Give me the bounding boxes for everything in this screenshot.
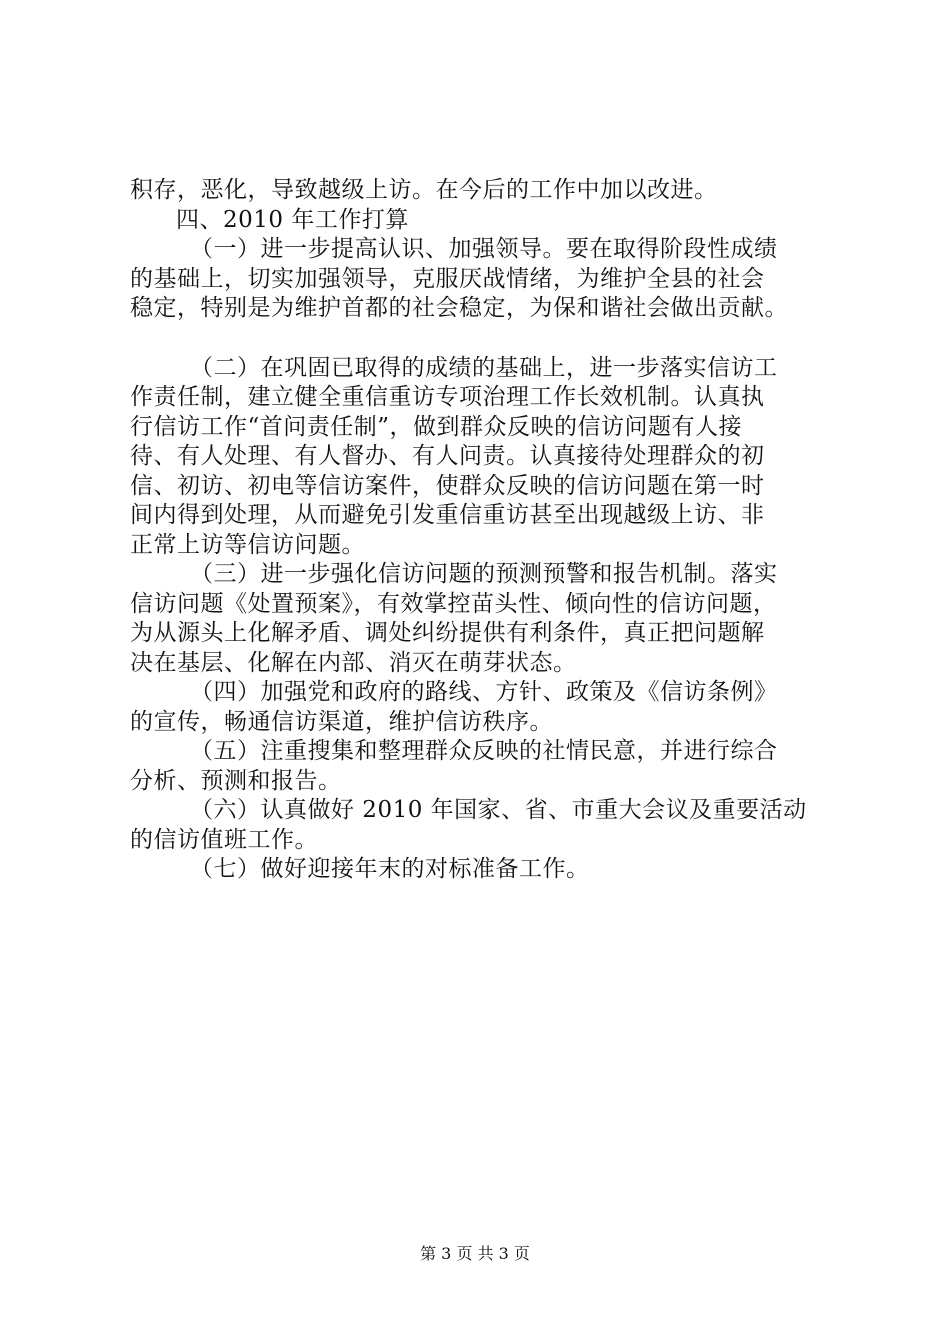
document-body [130,176,830,885]
section-heading: 四、2010 年工作打算 [176,206,409,233]
text-line: 作责任制，建立健全重信重访专项治理工作长效机制。认真执 [130,384,765,410]
text-line: 间内得到处理，从而避免引发重信重访甚至出现越级上访、非 [130,502,765,528]
text-line: （一）进一步提高认识、加强领导。要在取得阶段性成绩 [190,236,778,262]
text-line: （七）做好迎接年末的对标准备工作。 [190,856,590,882]
text-line: 的基础上，切实加强领导，克服厌战情绪，为维护全县的社会 [130,265,765,292]
text-line: 信访问题《处置预案》，有效掌控苗头性、倾向性的信访问题， [130,590,777,617]
text-line: 的信访值班工作。 [130,826,318,853]
text-line: （四）加强党和政府的路线、方针、政策及《信访条例》 [190,679,778,705]
text-line: （五）注重搜集和整理群众反映的社情民意，并进行综合 [190,738,778,764]
text-line: 为从源头上化解矛盾、调处纠纷提供有利条件，真正把问题解 [130,620,765,646]
paragraph-gap [130,324,830,354]
text-line: （三）进一步强化信访问题的预测预警和报告机制。落实 [190,561,778,587]
text-line: （二）在巩固已取得的成绩的基础上，进一步落实信访工 [190,354,778,381]
text-line: 决在基层、化解在内部、消灭在萌芽状态。 [130,649,577,676]
text-line: 分析、预测和报告。 [130,767,342,794]
page-footer: 第 3 页 共 3 页 [420,1244,530,1263]
text-line: 稳定，特别是为维护首都的社会稳定，为保和谐社会做出贡献。 [130,295,788,321]
text-line: 积存，恶化，导致越级上访。在今后的工作中加以改进。 [130,177,718,203]
text-line: （六）认真做好 2010 年国家、省、市重大会议及重要活动 [190,797,807,823]
text-line: 待、有人处理、有人督办、有人问责。认真接待处理群众的初 [130,443,765,469]
text-line: 信、初访、初电等信访案件，使群众反映的信访问题在第一时 [130,472,765,499]
text-line: 的宣传，畅通信访渠道，维护信访秩序。 [130,708,553,735]
text-line: 行信访工作“首问责任制”，做到群众反映的信访问题有人接 [130,413,743,440]
text-line: 正常上访等信访问题。 [130,531,365,558]
